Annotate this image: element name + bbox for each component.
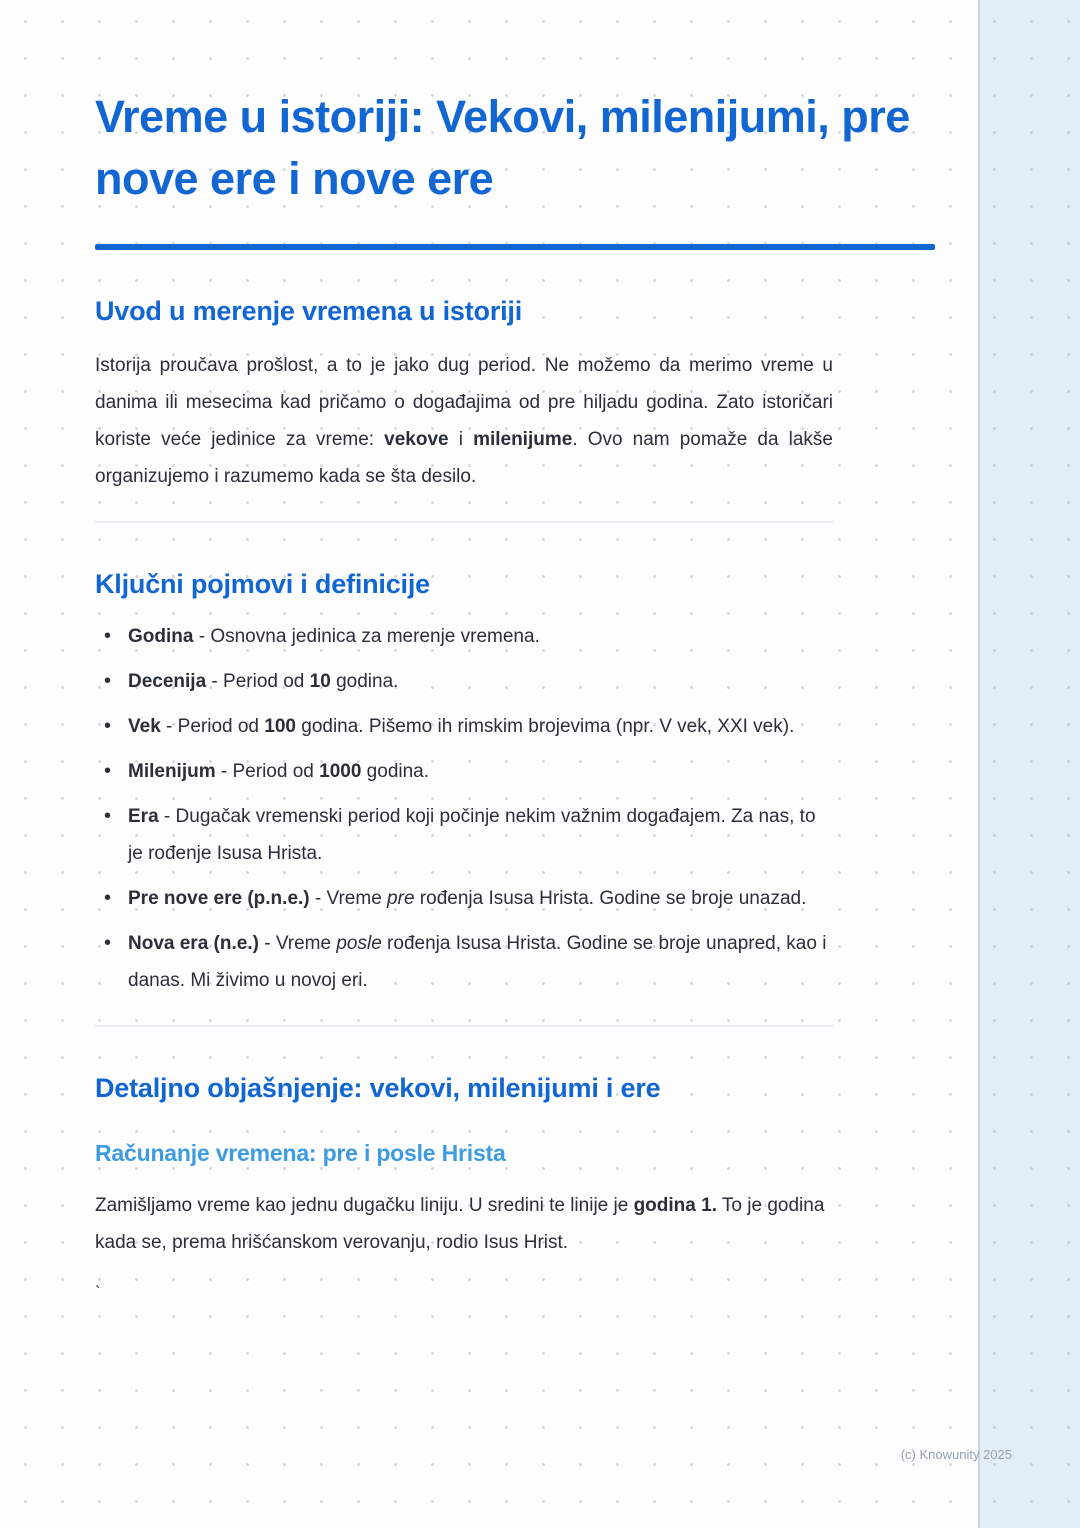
title-divider-rule [95, 244, 935, 250]
subsection-heading-racunanje: Računanje vremena: pre i posle Hrista [95, 1140, 506, 1166]
list-item-milenijum: • Milenijum - Period od 1000 godina. [95, 753, 833, 790]
key-terms-list [95, 618, 833, 999]
section-divider [95, 521, 833, 523]
list-item-decenija: • Decenija - Period od 10 godina. [95, 663, 833, 700]
copyright-footer: (c) Knowunity 2025 [900, 1447, 1012, 1462]
section-heading-intro: Uvod u merenje vremena u istoriji [95, 296, 523, 326]
list-item-pne: • Pre nove ere (p.n.e.) - Vreme pre rođenja Isusa Hrista. Godine se broje unazad. [95, 880, 833, 917]
section-heading-key-terms: Ključni pojmovi i definicije [95, 569, 430, 599]
list-item-vek: • Vek - Period od 100 godina. Pišemo ih rimskim brojevima (npr. V vek, XXI vek). [95, 708, 833, 745]
section-divider [95, 1025, 833, 1027]
list-item-ne: • Nova era (n.e.) - Vreme posle rođenja Isusa Hrista. Godine se broje unapred, kao i danas. Mi živimo u novoj eri. [95, 925, 833, 999]
page-title: Vreme u istoriji: Vekovi, milenijumi, pre nove ere i nove ere [95, 91, 910, 204]
list-item-era: • Era - Dugačak vremenski period koji počinje nekim važnim događajem. Za nas, to je rođenje Isusa Hrista. [95, 798, 833, 872]
intro-paragraph: Istorija proučava prošlost, a to je jako dug period. Ne možemo da merimo vreme u danima ili mesecima kad pričamo o događajima od pre hiljadu godina. Zato istoričari koriste veće jedinice za vreme: vekove i milenijume. Ovo nam pomaže da lakše organizujemo i razumemo kada se šta desilo. [95, 355, 833, 487]
section-heading-detailed: Detaljno objašnjenje: vekovi, milenijumi i ere [95, 1073, 661, 1103]
right-margin-stripe [978, 0, 1080, 1528]
list-item-godina: • Godina - Osnovna jedinica za merenje vremena. [95, 618, 833, 655]
detailed-paragraph: Zamišljamo vreme kao jednu dugačku liniju. U sredini te linije je godina 1. To je godina kada se, prema hrišćanskom verovanju, rodio Isus Hrist. [95, 1195, 825, 1253]
stray-backtick-mark: ` [95, 1283, 101, 1302]
